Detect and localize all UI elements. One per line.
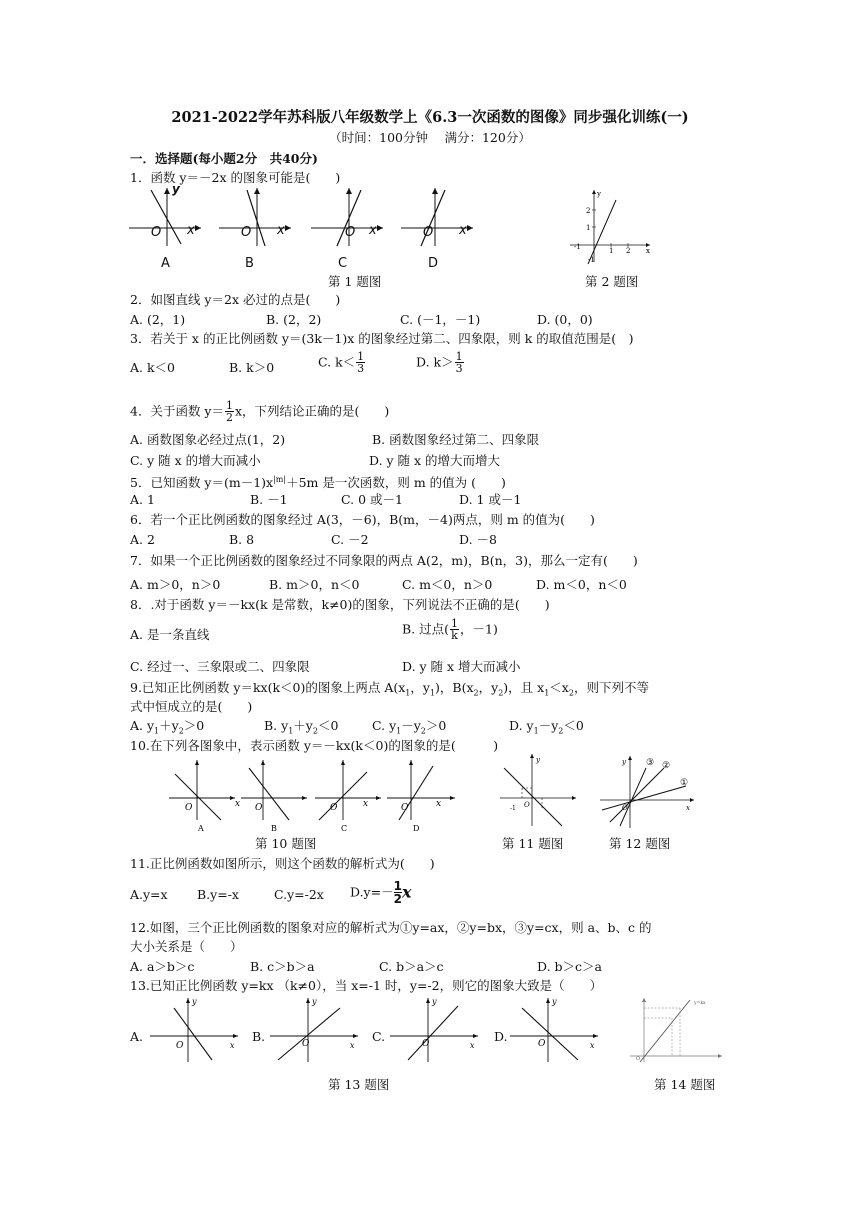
q10-c-origin: O [330,803,338,813]
q10-graph-b [241,760,307,820]
fig11-neg1: -1 [510,805,516,812]
q10-d-origin: O [401,803,409,813]
q13-option-c[interactable]: C. [372,1029,386,1044]
q1-caption: 第 1 题图 [328,274,382,289]
q3-option-c-fraction: $\frac{1}{3}$ [357,350,365,375]
fig2-tick-xneg1: -1 [574,243,581,251]
q13-a-x-label: x [230,1041,235,1050]
page-subtitle: （时间：100分钟 满分：120分） [329,130,531,145]
q13-b-origin: O [302,1039,310,1049]
q11-half-fraction: $\frac{1}{2}$ [393,879,402,906]
q12-option-b[interactable]: B. c＞b＞a [250,959,315,974]
q13-figure [148,996,600,1066]
q10-graph-d [387,760,455,820]
q13-b-x-label: x [350,1041,355,1050]
fig2-y-label: y [597,190,601,198]
q1-a-origin: O [151,225,162,240]
q1-label-c: C [338,256,348,271]
fig12-label-2: ② [662,761,671,771]
q7-option-b[interactable]: B. m＞0，n＜0 [269,577,360,592]
q13-graph-d [510,998,598,1062]
q13-option-b[interactable]: B. [252,1029,266,1044]
q12-stem-line2: 大小关系是（ ） [130,939,243,954]
q13-graph-a [150,998,238,1062]
q9-option-b[interactable]: B. $y_1+y_2<0$ [264,718,339,736]
q14-caption: 第 14 题图 [654,1077,716,1092]
q1-b-x-label: x [277,223,285,238]
fig14-line-label: y=kx [694,1001,706,1006]
q3-option-c[interactable] [318,351,366,374]
q11-figure [496,752,580,830]
q1-label-b: B [245,256,254,271]
q1-d-origin: O [423,225,434,240]
q10-c-x-label: x [363,799,369,809]
q2-option-a[interactable]: A. (2，1) [130,312,186,327]
fig2-tick-y2: 2 [586,207,591,215]
q2-stem: 2．如图直线 y＝2x 必过的点是( ) [130,292,341,307]
q6-option-a[interactable]: A. 2 [130,532,155,547]
q10-a-x-label: x [235,799,241,809]
fig12-label-3: ③ [646,758,655,768]
q10-b-origin: O [255,803,263,813]
q1-label-d: D [428,256,439,271]
q3-option-d[interactable] [416,351,465,374]
q4-option-a[interactable]: A. 函数图象必经过点(1，2) [130,432,286,447]
q13-a-origin: O [176,1041,184,1051]
q5-option-a[interactable]: A. 1 [130,492,155,507]
q14-figure [626,996,726,1064]
q8-option-a[interactable]: A. 是一条直线 [130,627,210,642]
q9-stem-line1: 9.已知正比例函数 y＝kx(k＜0)的图象上两点 $A(x_1$，$y_1$)，$B(x_2$，$y_2$)，且 $x_1<x_2$，则下列不等 [130,680,649,698]
q10-a-origin: O [185,803,193,813]
q1-b-origin: O [241,225,252,240]
q1-label-a: A [161,256,170,271]
q5-option-b[interactable]: B. －1 [250,492,288,507]
fig2-tick-yneg1: -1 [588,256,595,264]
q2-option-b[interactable]: B. (2，2) [266,312,322,327]
q9-option-d[interactable]: D. $y_1-y_2<0$ [509,718,584,736]
q11-option-c[interactable]: C.y=-2x [274,887,324,902]
q13-graph-b [270,998,358,1062]
q7-option-a[interactable]: A. m＞0，n＞0 [130,577,221,592]
q3-option-d-fraction: $\frac{1}{3}$ [455,350,463,375]
q11-option-b[interactable]: B.y=-x [197,887,239,902]
q13-c-x-label: x [470,1041,475,1050]
q10-graph-a [169,760,235,820]
q2-caption: 第 2 题图 [585,274,639,289]
q7-option-c[interactable]: C. m＜0，n＞0 [402,577,493,592]
q1-c-origin: O [345,225,356,240]
fig12-y-label: y [622,758,626,766]
fig12-label-1: ① [680,778,689,788]
q13-option-d[interactable]: D. [494,1029,508,1044]
q4-stem: 4．关于函数 y＝ $\frac{1}{2}$ x，下列结论正确的是( ) [130,399,390,424]
q8-stem: 8．.对于函数 y＝－kx(k 是常数，k≠0)的图象，下列说法不正确的是( ) [130,597,550,612]
q3-option-d-text: D. k＞ [416,354,454,370]
q7-option-d[interactable]: D. m＜0，n＜0 [536,577,627,592]
q7-stem: 7．如果一个正比例函数的图象经过不同象限的两点 A(2，m)，B(n，3)，那么一定有( ) [130,553,638,568]
q9-option-a[interactable]: A. $y_1+y_2>0$ [130,718,205,736]
q10-caption: 第 10 题图 [255,836,317,851]
fig2-tick-x1: 1 [609,247,614,255]
q12-option-d[interactable]: D. b＞c＞a [537,959,602,974]
q10-label-a: A [198,824,204,833]
q4-option-b[interactable]: B. 函数图象经过第二、四象限 [372,432,540,447]
q8-option-d[interactable]: D. y 随 x 增大而减小 [402,659,521,674]
q3-option-b[interactable]: B. k＞0 [229,360,275,375]
q13-c-origin: O [422,1039,430,1049]
q9-stem-line2: 式中恒成立的是( ) [130,699,253,714]
fig14-origin: O [636,1056,641,1062]
q10-label-d: D [413,824,420,833]
fig2-tick-y1: 1 [586,224,591,232]
q12-option-a[interactable]: A. a＞b＞c [130,959,195,974]
q5-stem: 5．已知函数 $y=(m-1)x^{|m|}+5m$ 是一次函数，则 m 的值为 ( ) [130,475,506,491]
q10-label-c: C [341,824,348,833]
q9-option-c[interactable]: C. $y_1-y_2>0$ [372,718,447,736]
q4-option-c[interactable]: C. y 随 x 的增大而减小 [130,453,261,468]
fig11-y-label: y [536,756,540,764]
section-heading: 一．选择题(每小题2分 共40分) [130,151,318,166]
q6-stem: 6．若一个正比例函数的图象经过 A(3，－6)，B(m，－4)两点，则 m 的值为( ) [130,512,595,527]
q10-stem: 10.在下列各图象中，表示函数 y＝－kx(k＜0)的图象的是( ) [130,738,499,753]
q12-option-c[interactable]: C. b＞a＞c [379,959,444,974]
fig12-origin: O [622,804,628,812]
q12-figure [598,752,698,832]
q13-stem: 13.已知正比例函数 y=kx （k≠0），当 x=-1 时，y=-2，则它的图象大致是（ ） [130,978,603,993]
fig2-x-label: x [646,247,650,255]
q6-option-d[interactable]: D. －8 [459,532,497,547]
q2-option-c[interactable]: C. (－1，－1) [400,312,481,327]
q13-c-y-label: y [432,997,437,1006]
q13-d-x-label: x [590,1041,595,1050]
q6-option-b[interactable]: B. 8 [229,532,255,547]
q11-option-d[interactable]: D.y=－ $\frac{1}{2}$ x [350,879,412,906]
q4-option-d[interactable]: D. y 随 x 的增大而增大 [369,453,501,468]
q1-d-x-label: x [459,223,467,238]
q10-figure [165,758,465,833]
q11-stem: 11.正比例函数如图所示，则这个函数的解析式为( ) [130,856,435,871]
q5-option-d[interactable]: D. 1 或－1 [459,492,522,507]
q1-c-x-label: x [369,223,377,238]
q12-stem-line1: 12.如图，三个正比例函数的图象对应的解析式为①y=ax，②y=bx，③y=cx，则 a、b、c 的 [130,920,652,935]
q10-graph-c [315,760,381,820]
page-title: 2021-2022学年苏科版八年级数学上《6.3一次函数的图像》同步强化训练(一) [171,109,689,126]
q2-figure [566,186,656,266]
q5-option-c[interactable]: C. 0 或－1 [341,492,403,507]
q8-option-c[interactable]: C. 经过一、三象限或二、四象限 [130,659,310,674]
q3-option-a[interactable]: A. k＜0 [130,360,176,375]
q11-fig-caption: 第 11 题图 [502,836,564,851]
q6-option-c[interactable]: C. －2 [331,532,369,547]
q10-d-x-label: x [436,799,442,809]
q13-b-y-label: y [312,997,317,1006]
q3-stem: 3．若关于 x 的正比例函数 y＝(3k－1)x 的图象经过第二、四象限，则 k 的取值范围是( ) [130,331,634,346]
q1-stem: 1．函数 y＝－2x 的图象可能是( ) [130,170,341,185]
q3-option-c-text: C. k＜ [318,354,356,370]
q13-caption: 第 13 题图 [328,1077,390,1092]
fig2-tick-x2: 2 [626,247,631,255]
q13-d-y-label: y [552,997,557,1006]
fig11-origin: O [524,801,530,809]
q13-graph-c [390,998,478,1062]
q13-a-y-label: y [192,997,197,1006]
q13-option-a[interactable]: A. [130,1029,144,1044]
q8-option-b[interactable]: B. 过点( $\frac{1}{k}$ ，－1) [402,617,498,642]
q11-option-a[interactable]: A.y=x [130,887,168,902]
fig12-x-label: x [686,804,690,812]
q4-fraction: $\frac{1}{2}$ [226,399,233,424]
q13-d-origin: O [538,1039,546,1049]
q1-a-x-label: x [187,223,195,238]
q10-label-b: B [271,824,277,833]
q12-fig-caption: 第 12 题图 [609,836,671,851]
q2-option-d[interactable]: D. (0，0) [537,312,593,327]
q1-axis-y-label: y [172,182,180,196]
q8-fraction: $\frac{1}{k}$ [451,617,459,642]
